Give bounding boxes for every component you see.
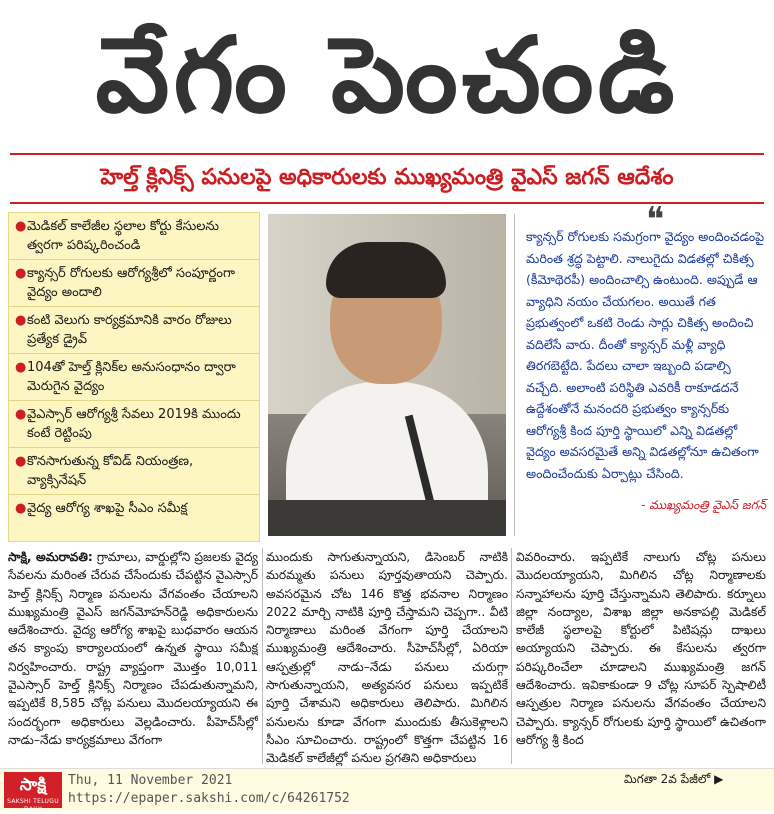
article-text: గ్రామాలు, వార్డుల్లోని ప్రజలకు వైద్య సేవలను మరింత చేరువ చేసేందుకు చేపట్టిన వైఎస్సార్‌ హెల్త్‌ క్లినిక్స్‌ నిర్మాణ పనులను వేగవంతం చేయాలని ముఖ్యమంత్రి వైఎస్‌ జగన్‌మోహన్‌రెడ్డి అధికారులను ఆదేశించారు. వైద్య ఆరోగ్య శాఖపై బుధవారం ఆయన తన క్యాంపు కార్యాలయంలో ఉన్నత స్థాయి సమీక్ష నిర్వహించారు. రాష్ట్ర వ్యాప్తంగా మొత్తం 10,011 వైఎస్సార్‌ హెల్త్‌ క్లినిక్స్‌ నిర్మాణం చేపడుతున్నామని, ఇప్పటికే 8,585 చోట్ల పనులు మొదలయ్యాయని ఈ సందర్భంగా అధికారులు వెల్లడించారు. పీహెచ్‌సీల్లో నాడు–నేడు కార్యక్రమాలు వేగంగా bbox=[8, 550, 258, 747]
article-column-3: వివరించారు. ఇప్పటికే నాలుగు చోట్ల పనులు మొదలయ్యాయని, మిగిలిన చోట్ల నిర్మాణాలకు సన్నాహాలను పూర్తి చేస్తున్నామని తెలిపారు. కర్నూలు జిల్లా నంద్యాల, విశాఖ జిల్లా అనకాపల్లి మెడికల్‌ కాలేజీ స్థలాలపై కోర్టులో పిటిషన్లు దాఖలు అయ్యాయని చెప్పారు. ఈ కేసులను త్వరగా పరిష్కరించేలా చూడాలని ముఖ్యమంత్రి జగన్‌ ఆదేశించారు. ఇవికాకుండా 9 చోట్ల సూపర్‌ స్పెషాలిటీ ఆస్పత్రుల నిర్మాణ పనులను వేగవంతం చేయాలని చెప్పారు. క్యాన్సర్‌ రోగులకు పూర్తి స్థాయిలో ఉచితంగా ఆరోగ్య శ్రీ కింద bbox=[516, 550, 766, 747]
highlight-text: వైద్య ఆరోగ్య శాఖపై సీఎం సమీక్ష bbox=[27, 501, 188, 516]
logo-text: సాక్షి bbox=[19, 775, 47, 795]
highlight-text: వైఎస్సార్‌ ఆరోగ్యశ్రీ సేవలు 2019కి ముందు కంటే రెట్టింపు bbox=[27, 407, 241, 441]
highlight-text: 104తో హెల్త్‌ క్లినిక్‌ల అనుసంధానం ద్వారా మెరుగైన వైద్యం bbox=[27, 360, 236, 394]
bullet-icon: ● bbox=[15, 407, 27, 422]
highlight-item bbox=[9, 448, 259, 495]
bullet-icon: ● bbox=[15, 266, 27, 281]
highlight-item bbox=[9, 354, 259, 401]
column-divider bbox=[511, 548, 512, 764]
quote-divider bbox=[514, 214, 515, 536]
photo-table bbox=[268, 500, 506, 536]
continued-on-page-2: మిగతా 2వ పేజీలో ▶ bbox=[624, 772, 724, 786]
article-column-1 bbox=[8, 548, 258, 766]
bullet-icon: ● bbox=[15, 313, 27, 328]
column-divider bbox=[262, 548, 263, 764]
highlight-text: మెడికల్‌ కాలేజీల స్థలాల కోర్టు కేసులను త్వరగా పరిష్కరించండి bbox=[27, 219, 220, 253]
highlights-box bbox=[8, 212, 260, 542]
highlight-text: కొనసాగుతున్న కోవిడ్‌ నియంత్రణ, వ్యాక్సినేషన్‌ bbox=[27, 454, 194, 488]
logo-subtext: SAKSHI TELUGU DAILY bbox=[7, 798, 59, 813]
highlight-text: కంటి వెలుగు కార్యక్రమానికి వారం రోజులు ప్రత్యేక డ్రైవ్‌ bbox=[27, 313, 232, 347]
sakshi-logo bbox=[4, 772, 62, 813]
quote-mark-icon: ❝ bbox=[646, 200, 665, 240]
photo-hair bbox=[326, 242, 446, 298]
epaper-link[interactable]: https://epaper.sakshi.com/c/64261752 bbox=[68, 791, 350, 806]
highlight-item bbox=[9, 495, 259, 522]
edition-date: Thu, 11 November 2021 bbox=[68, 773, 233, 788]
article-column-2: ముందుకు సాగుతున్నాయని, డిసెంబర్‌ నాటికి మరమ్మతు పనులు పూర్తవుతాయని చెప్పారు. అవసరమైన చోట 146 కొత్త భవనాల నిర్మాణం 2022 మార్చి నాటికి పూర్తి చేస్తామని చెప్పగా.. వీటి నిర్మాణాలు మరింత వేగంగా పూర్తి చేయాలని ముఖ్యమంత్రి ఆదేశించారు. సీహెచ్‌సీల్లో, ఏరియా ఆస్పత్రుల్లో నాడు–నేడు పనులు చురుగ్గా సాగుతున్నాయని, అత్యవసర పనులు ఇప్పటికే పూర్తి చేశామని అధికారులు తెలిపారు. మిగిలిన పనులను కూడా వేగంగా ముందుకు తీసుకెళ్లాలని సీఎం సూచించారు. రాష్ట్రంలో కొత్తగా చేపట్టిన 16 మెడికల్‌ కాలేజీల్లో పనుల ప్రగతిని అధికారులు bbox=[266, 550, 508, 766]
bullet-icon: ● bbox=[15, 360, 27, 375]
quote-author: - ముఖ్యమంత్రి వైఎస్‌ జగన్‌ bbox=[641, 498, 766, 512]
cm-photo bbox=[268, 214, 506, 536]
highlight-text: క్యాన్సర్‌ రోగులకు ఆరోగ్యశ్రీలో సంపూర్ణంగా వైద్యం అందాలి bbox=[27, 266, 235, 300]
highlight-item bbox=[9, 260, 259, 307]
dateline: సాక్షి, అమరావతి: bbox=[8, 550, 93, 564]
bullet-icon: ● bbox=[15, 219, 27, 234]
bullet-icon: ● bbox=[15, 501, 27, 516]
subheadline: హెల్త్‌ క్లినిక్స్‌ పనులపై అధికారులకు ముఖ్యమంత్రి వైఎస్‌ జగన్‌ ఆదేశం bbox=[100, 165, 674, 190]
highlight-item bbox=[9, 307, 259, 354]
highlight-item bbox=[9, 401, 259, 448]
cm-quote: క్యాన్సర్‌ రోగులకు సమగ్రంగా వైద్యం అందించడంపై మరింత శ్రద్ధ పెట్టాలి. నాలుగైదు విడతల్లో చికిత్స (కీమోథెరపీ) అందించాల్సి ఉంటుంది. అప్పుడే ఆ వ్యాధిని నయం చేయగలం. అయితే గత ప్రభుత్వంలో ఒకటి రెండు సార్లు చికిత్స అందించి వదిలేసే వారు. దీంతో క్యాన్సర్‌ మళ్లీ వ్యాధి తిరగబెట్టేది. పేదలు చాలా ఇబ్బంది పడాల్సి వచ్చేది. అలాంటి పరిస్థితి ఎవరికీ రాకూడదనే ఉద్దేశంతోనే మనందరి ప్రభుత్వం క్యాన్సర్‌కు ఆరోగ్యశ్రీ కింద పూర్తి స్థాయిలో ఎన్ని విడతల్లో వైద్యం అవసరమైతే అన్ని విడతల్లోనూ ఉచితంగా అందించేందుకు ఏర్పాట్లు చేసింది. bbox=[526, 229, 765, 481]
bullet-icon: ● bbox=[15, 454, 27, 469]
highlight-item bbox=[9, 213, 259, 260]
headline: వేగం పెంచండి bbox=[95, 14, 679, 136]
